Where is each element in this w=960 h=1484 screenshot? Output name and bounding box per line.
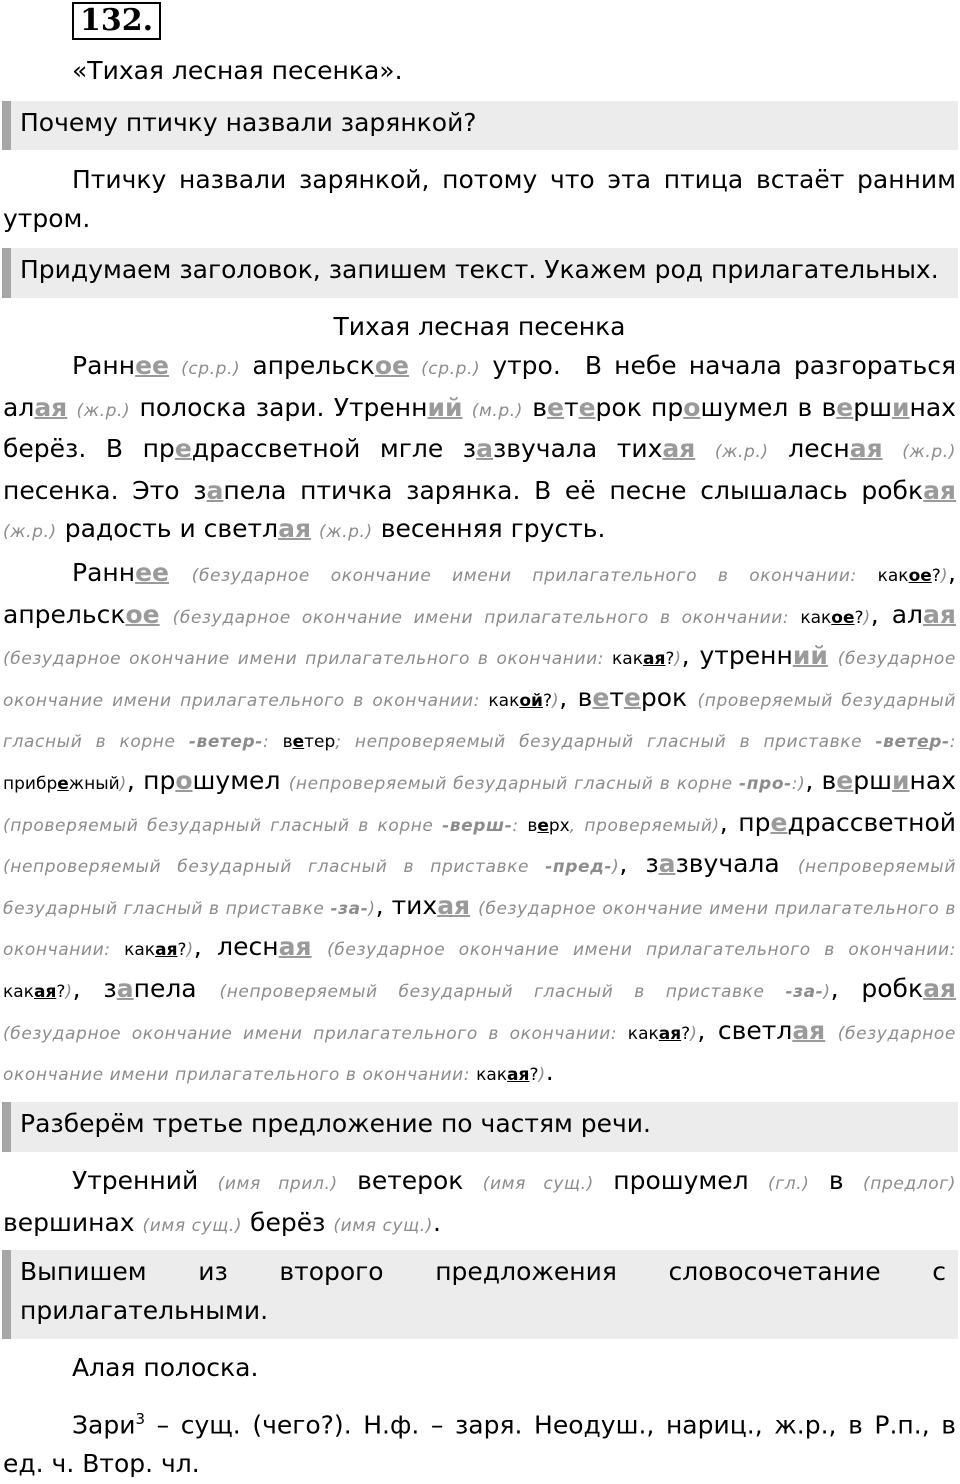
parts-of-speech-analysis: Утренний (имя прил.) ветерок (имя сущ.) прошумел (гл.) в (предлог) вершинах (имя сущ.) берёз (имя сущ.). xyxy=(3,1166,957,1237)
answer-4: Алая полоска. xyxy=(72,1353,259,1382)
story-heading: Тихая лесная песенка xyxy=(333,312,626,341)
exercise-number: 132. xyxy=(72,2,161,40)
question-4: Выпишем из второго предложения словосочетание с прилагательными. xyxy=(2,1250,958,1339)
question-2: Придумаем заголовок, запишем текст. Укажем род прилагательных. xyxy=(2,248,958,298)
answer-1: Птичку назвали зарянкой, потому что эта птица встаёт ранним утром. xyxy=(3,165,956,233)
spelling-analysis: Раннее (безударное окончание имени прилагательного в окончании: какое?), апрельское (безударное окончание имени прилагательного в окончании: какое?), алая (безударное окончание имени прилагательного в окончании: какая?), утренний (безударное окончание имени прилагательного в окончании: какой?), ветерок (проверяемый безударный гласный в корне -ветер-: ветер; непроверяемый безударный гласный в приставке -ветер-: прибрежный), прошумел (непроверяемый безударный гласный в корне -про-:), вершинах (проверяемый безударный гласный в корне -верш-: верх, проверяемый), предрассветной (непроверяемый безударный гласный в приставке -пред-), зазвучала (непроверяемый безударный гласный в приставке -за-), тихая (безударное окончание имени прилагательного в окончании: какая?), лесная (безударное окончание имени прилагательного в окончании: какая?), запела (непроверяемый безударный гласный в приставке -за-), робкая (безударное окончание имени прилагательного в окончании: какая?), светлая (безударное окончание имени прилагательного в окончании: какая?). xyxy=(3,558,957,1087)
story-text: Раннее (ср.р.) апрельское (ср.р.) утро. В небе начала разгораться алая (ж.р.) полоска зари. Утренний (м.р.) ветерок прошумел в вершинах берёз. В предрассветной мгле зазвучала тихая (ж.р.) лесная (ж.р.) песенка. Это запела птичка зарянка. В её песне слышалась робкая (ж.р.) радость и светлая (ж.р.) весенняя грусть. xyxy=(3,351,957,544)
word-parse: Зари$^3$ – сущ. (чего?). Н.ф. – заря. Неодуш., нариц., ж.р., в Р.п., в ед. ч. Втор. чл. xyxy=(3,1410,956,1478)
story-title-quote: «Тихая лесная песенка». xyxy=(72,56,403,85)
question-1: Почему птичку назвали зарянкой? xyxy=(2,101,958,150)
question-3: Разберём третье предложение по частям речи. xyxy=(2,1102,958,1152)
